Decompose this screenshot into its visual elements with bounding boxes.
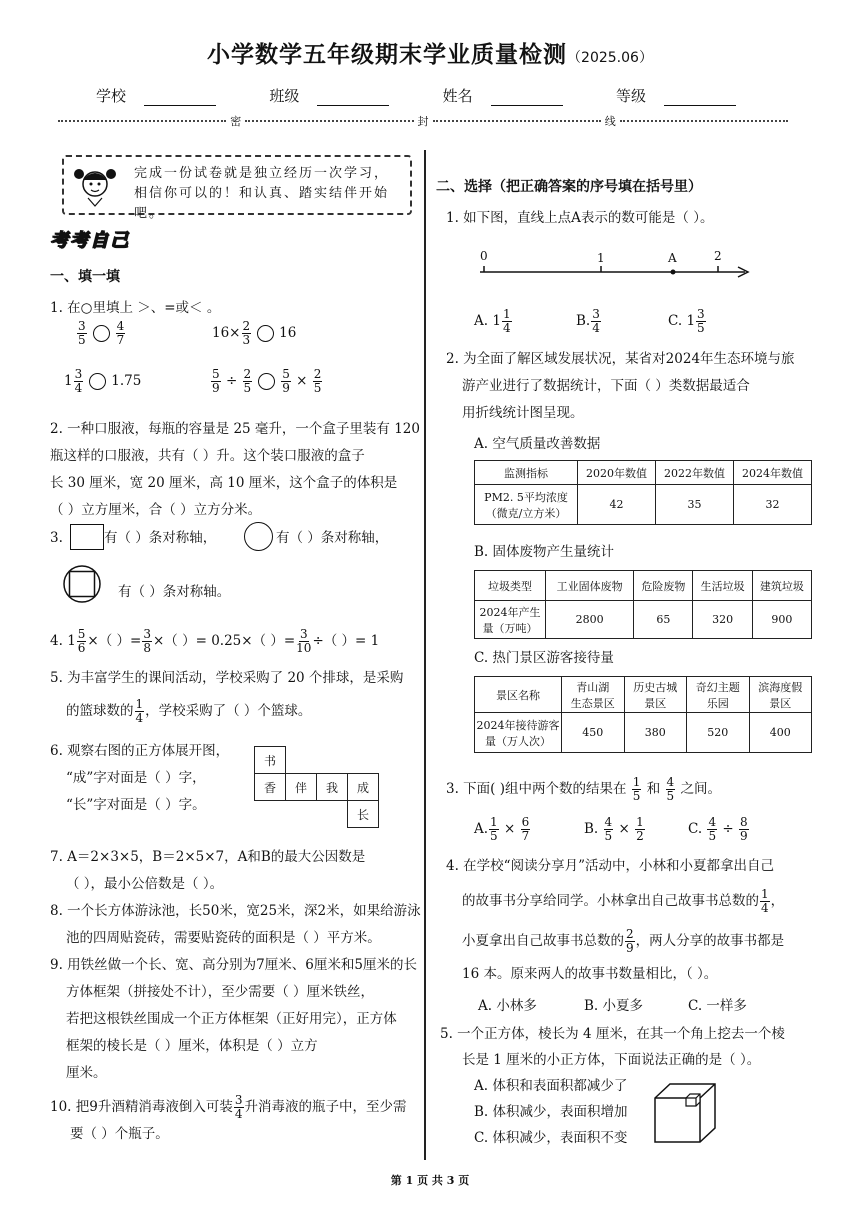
p2-q3-opt-c[interactable]: C. $\frac{4}{5}$ ÷ $\frac{8}{9}$ <box>688 815 748 843</box>
p1-q5-line1: 5. 为丰富学生的课间活动，学校采购了 20 个排球，是采购 <box>50 670 404 686</box>
p2-q4-line2: 的故事书分享给同学。小林拿出自己故事书总数的 $\frac{1}{4}$ ， <box>462 887 785 915</box>
square-in-circle-shape <box>62 564 102 604</box>
p1-q6: 6. 观察右图的正方体展开图， “成”字对面是（ ）字， “长”字对面是（ ）字。 <box>50 743 230 813</box>
p2-q3-opt-b[interactable]: B. $\frac{4}{5}$ × $\frac{1}{2}$ <box>584 815 644 843</box>
p2-q4-line1: 4. 在学校“阅读分享月”活动中，小林和小夏都拿出自己 <box>446 858 774 874</box>
p2-q5-line1: 5. 一个正方体，棱长为 4 厘米，在其一个角上挖去一个棱 <box>440 1026 785 1042</box>
table-tourist-reception: 景区名称 青山湖 生态景区 历史古城 景区 奇幻主题 乐园 滨海度假 景区 2024年接待游客 量（万人次） 450 380 520 400 <box>474 676 812 753</box>
p1-q2: 2. 一种口服液，每瓶的容量是 25 毫升，一个盒子里装有 120 瓶这样的口服液，共有（ ）升。这个装口服液的盒子 长 30 厘米，宽 20 厘米，高 10 厘米，这个盒子的体积是 （ ）立方厘米，合（ ）立方分米。 <box>50 421 420 518</box>
p1-q5-line2: 的篮球数的 $\frac{1}{4}$ ，学校采购了（ ）个篮球。 <box>66 697 312 725</box>
p2-q5-opt-c[interactable]: C. 体积减少，表面积不变 <box>474 1130 628 1146</box>
p1-q7: 7. A＝2×3×5，B＝2×5×7，A和B的最大公因数是 （ ），最小公倍数是（ ）。 <box>50 849 366 892</box>
name-label: 姓名 <box>442 87 473 105</box>
part1-heading: 一、填一填 <box>50 269 120 285</box>
motto-box <box>62 155 412 221</box>
p2-q4-line4: 16 本。原来两人的故事书数量相比，（ ）。 <box>462 966 718 982</box>
p1-q1-row1b: 16× $\frac{2}{3}$ 16 <box>212 319 297 347</box>
p2-q2-c-label: C. 热门景区游客接待量 <box>474 650 614 666</box>
compare-circle[interactable] <box>257 325 274 342</box>
compare-circle[interactable] <box>93 325 110 342</box>
p1-q4: 4. 1 $\frac{5}{6}$ ×（ ）= $\frac{3}{8}$ ×（ ）= 0.25×（ ）= $\frac{3}{10}$ ÷（ ）= 1 <box>50 627 380 655</box>
p1-q9: 9. 用铁丝做一个长、宽、高分别为7厘米、6厘米和5厘米的长 方体框架（拼接处不计），至少需要（ ）厘米铁丝， 若把这根铁丝围成一个正方体框架（正好用完），正方体 框架的棱长是（ ）厘米，体积是（ ）立方 厘米。 <box>50 957 417 1081</box>
student-info-row <box>96 82 736 106</box>
p1-q3-rect-text: 有（ ）条对称轴， <box>104 530 217 546</box>
school-label: 学校 <box>96 87 127 105</box>
nl-label-a: A <box>668 251 677 265</box>
p1-q3-num: 3. <box>50 530 63 546</box>
circle-shape <box>244 522 273 551</box>
p1-q3-combo-text: 有（ ）条对称轴。 <box>118 584 231 600</box>
class-label: 班级 <box>269 87 300 105</box>
table-air-quality: 监测指标 2020年数值 2022年数值 2024年数值 PM2. 5平均浓度 （微克/立方米） 42 35 32 <box>474 460 812 525</box>
nl-label-0: 0 <box>480 249 488 263</box>
school-blank[interactable] <box>144 89 216 106</box>
p2-q5-opt-b[interactable]: B. 体积减少，表面积增加 <box>474 1104 628 1120</box>
p2-q5-line2: 长是 1 厘米的小正方体，下面说法正确的是（ ）。 <box>462 1052 761 1068</box>
exam-title: 小学数学五年级期末学业质量检测（2025.06） <box>207 42 653 68</box>
p1-q1-row2b: $\frac{5}{9}$ ÷ $\frac{2}{5}$ $\frac{5}{9}$ × $\frac{2}{5}$ <box>212 367 322 395</box>
page-footer: 第 1 页 共 3 页 <box>390 1174 470 1187</box>
p2-q1-text: 1. 如下图，直线上点A表示的数可能是（ ）。 <box>446 210 714 226</box>
p2-q1-opt-c[interactable]: C. 1 $\frac{3}{5}$ <box>668 307 705 335</box>
motto-text: 完成一份试卷就是独立经历一次学习，相信你可以的！和认真、踏实结伴开始吧。 <box>134 166 390 221</box>
p1-q1-row1a: $\frac{3}{5}$ $\frac{4}{7}$ <box>78 319 125 347</box>
p2-q3-text: 3. 下面( )组中两个数的结果在 $\frac{1}{5}$ 和 $\frac{4}{5}$ 之间。 <box>446 775 721 803</box>
p2-q4-line3: 小夏拿出自己故事书总数的 $\frac{2}{9}$ ，两人分享的故事书都是 <box>462 927 785 955</box>
cube-with-corner-cut-figure <box>650 1080 720 1146</box>
p1-q8: 8. 一个长方体游泳池，长50米，宽25米，深2米，如果给游泳 池的四周贴瓷砖，需要贴瓷砖的面积是（ ）平方米。 <box>50 903 421 946</box>
exam-date: （2025.06） <box>567 50 653 66</box>
p1-q10-line1: 10. 把9升酒精消毒液倒入可装 $\frac{3}{4}$ 升消毒液的瓶子中，至少需 <box>50 1093 407 1121</box>
class-blank[interactable] <box>317 89 389 106</box>
p2-q4-opt-c[interactable]: C. 一样多 <box>688 998 747 1014</box>
p1-q1-text: 1. 在○里填上 ＞、=或＜ 。 <box>50 300 221 316</box>
name-blank[interactable] <box>491 89 563 106</box>
test-yourself-heading: 考考自己 <box>50 230 130 251</box>
p2-q2-b-label: B. 固体废物产生量统计 <box>474 544 615 560</box>
p2-q3-opt-a[interactable]: A. $\frac{1}{5}$ × $\frac{6}{7}$ <box>474 815 530 843</box>
part2-heading: 二、选择（把正确答案的序号填在括号里） <box>436 179 702 195</box>
p1-q10-line2: 要（ ）个瓶子。 <box>70 1126 169 1142</box>
grade-label: 等级 <box>615 87 646 105</box>
p1-q3-circle-text: 有（ ）条对称轴， <box>276 530 389 546</box>
seal-line: 密 封 线 <box>58 112 788 130</box>
compare-circle[interactable] <box>89 373 106 390</box>
p2-q5-opt-a[interactable]: A. 体积和表面积都减少了 <box>474 1078 628 1094</box>
table-solid-waste: 垃圾类型 工业固体废物 危险废物 生活垃圾 建筑垃圾 2024年产生 量（万吨） 2800 65 320 900 <box>474 570 812 639</box>
p2-q4-opt-a[interactable]: A. 小林多 <box>478 998 537 1014</box>
nl-label-1: 1 <box>597 251 605 265</box>
nl-label-2: 2 <box>714 249 722 263</box>
p2-q1-opt-b[interactable]: B. $\frac{3}{4}$ <box>576 307 600 335</box>
rectangle-shape <box>70 524 104 550</box>
compare-circle[interactable] <box>258 373 275 390</box>
p2-q4-opt-b[interactable]: B. 小夏多 <box>584 998 644 1014</box>
grade-blank[interactable] <box>664 89 736 106</box>
girl-cartoon-icon <box>72 162 118 208</box>
p2-q1-opt-a[interactable]: A. 1 $\frac{1}{4}$ <box>474 307 511 335</box>
p2-q2-a-label: A. 空气质量改善数据 <box>474 436 601 452</box>
p2-q2-text: 2. 为全面了解区域发展状况，某省对2024年生态环境与旅 游产业进行了数据统计，下面（ ）类数据最适合 用折线统计图呈现。 <box>446 351 795 421</box>
p1-q1-row2a: 1 $\frac{3}{4}$ 1.75 <box>64 367 142 395</box>
cube-net: 书 香 伴 我 成 长 <box>254 746 379 828</box>
